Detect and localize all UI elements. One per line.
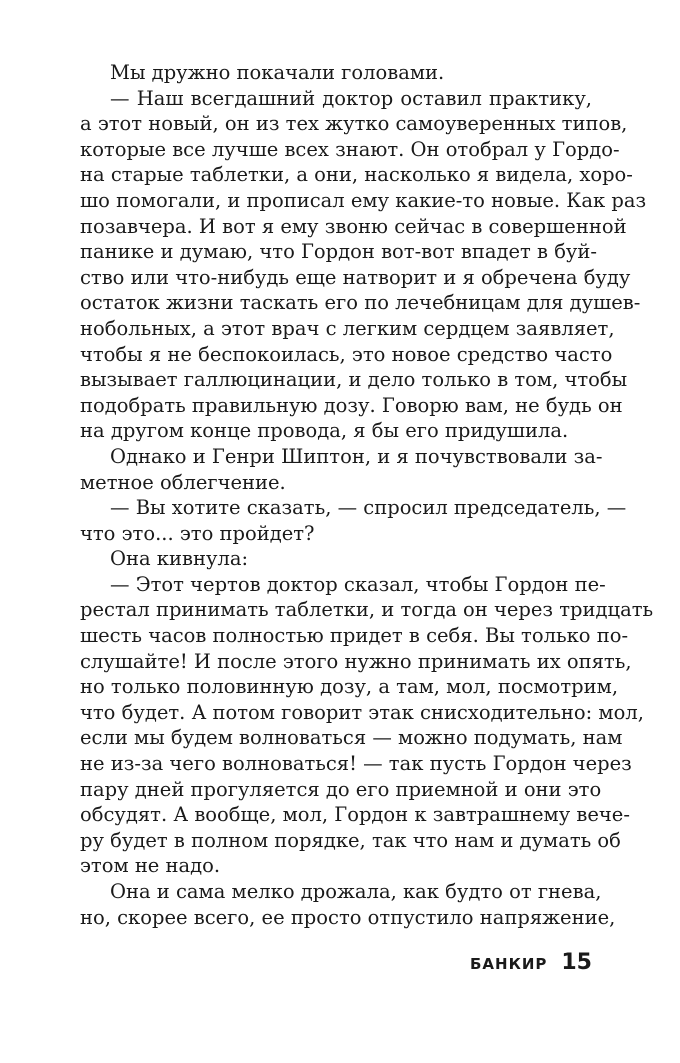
text-line: шо помогали, и прописал ему какие-то новые. Как раз [80,188,647,212]
text-line: но, скорее всего, ее просто отпустило напряжение, [80,905,616,929]
text-line: на старые таблетки, а они, насколько я видела, хоро- [80,163,633,187]
text-line: не из-за чего волноваться! — так пусть Гордон через [80,752,632,776]
text-line: остаток жизни таскать его по лечебницам для душев- [80,291,641,315]
running-head: БАНКИР [469,955,548,973]
text-line: Однако и Генри Шиптон, и я почувствовали за- [110,444,603,468]
text-line: рестал принимать таблетки, и тогда он через тридцать [80,598,654,622]
text-line: которые все лучше всех знают. Он отобрал у Гордо- [80,137,620,161]
text-line: Мы дружно покачали головами. [110,61,445,84]
text-line: Она и сама мелко дрожала, как будто от гнева, [110,880,602,903]
text-line: — Этот чертов доктор сказал, чтобы Гордон пе- [110,572,606,596]
text-line: чтобы я не беспокоилась, это новое средство часто [80,342,613,366]
text-line: но только половинную дозу, а там, мол, посмотрим, [80,675,619,699]
text-line: ру будет в полном порядке, так что нам и думать об [80,828,621,852]
text-line: что будет. А потом говорит этак снисходительно: мол, [80,700,644,724]
text-line: панике и думаю, что Гордон вот-вот впадет в буй- [80,240,597,264]
text-line: вызывает галлюцинации, и дело только в том, чтобы [80,368,628,392]
page-footer [470,950,592,975]
text-line: подобрать правильную дозу. Говорю вам, не будь он [80,393,623,417]
text-line: Она кивнула: [110,547,249,571]
text-line: ство или что-нибудь еще натворит и я обречена буду [80,265,631,289]
text-line: на другом конце провода, я бы его придушила. [80,419,569,443]
text-line: пару дней прогуляется до его приемной и они это [80,777,602,801]
text-line: — Вы хотите сказать, — спросил председатель, — [110,496,627,520]
text-line: обсудят. А вообще, мол, Гордон к завтрашнему вече- [80,803,630,827]
text-line: шесть часов полностью придет в себя. Вы только по- [80,624,629,648]
text-line: если мы будем волноваться — можно подумать, нам [80,726,623,750]
text-line: а этот новый, он из тех жутко самоуверенных типов, [80,112,628,136]
text-line: слушайте! И после этого нужно принимать их опять, [80,649,632,673]
text-line: позавчера. И вот я ему звоню сейчас в совершенной [80,214,627,238]
text-line: что это... это пройдет? [80,521,315,545]
page-number: 15 [561,950,592,975]
text-line: нобольных, а этот врач с легким сердцем заявляет, [80,316,615,340]
body-text [80,60,654,930]
text-line: — Наш всегдашний доктор оставил практику, [110,86,592,110]
text-line: этом не надо. [80,854,221,878]
text-line: метное облегчение. [80,470,286,494]
